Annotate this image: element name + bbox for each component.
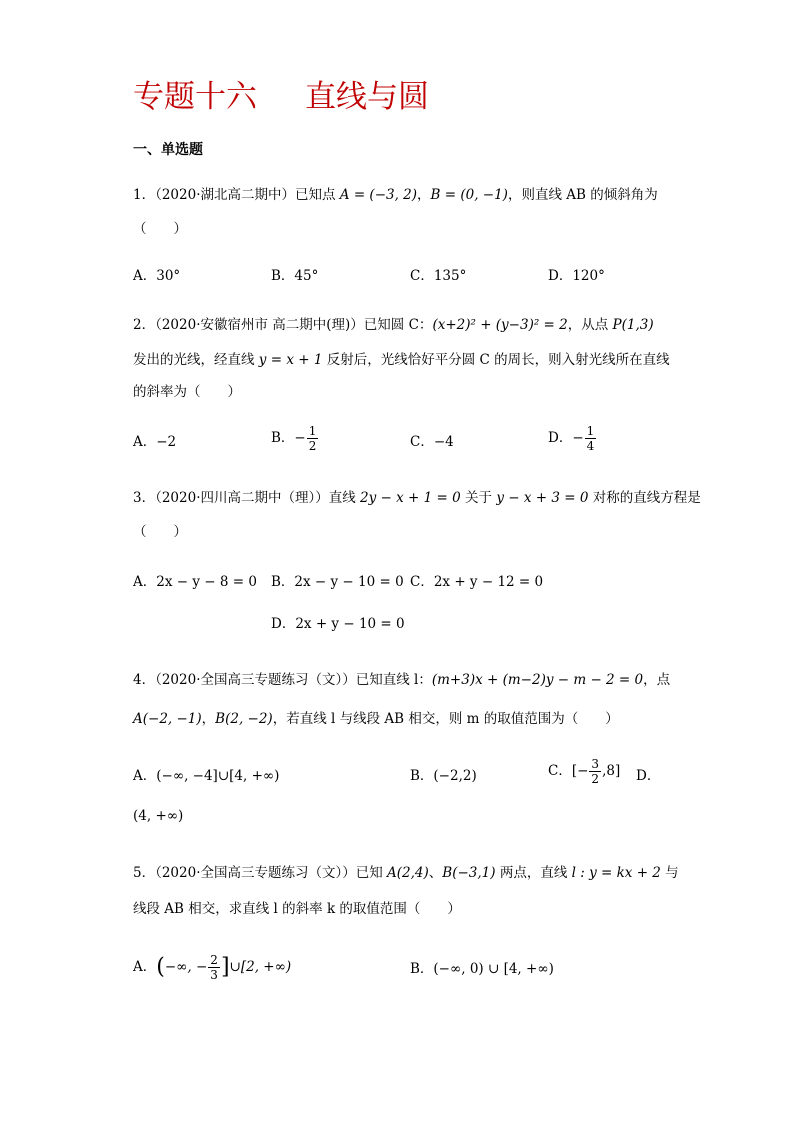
q5-stem-line2: 线段 AB 相交，求直线 l 的斜率 k 的取值范围（ ） bbox=[133, 901, 461, 917]
q5-option-b: B．(−∞, 0) ∪ [4, +∞) bbox=[410, 961, 554, 977]
q3-option-d: D．2x + y − 10 = 0 bbox=[271, 616, 405, 632]
q3-line-equation: 2y − x + 1 = 0 bbox=[360, 490, 461, 506]
q1-option-a: A．30° bbox=[133, 268, 181, 284]
q4-point-b: B(2, −2) bbox=[215, 711, 273, 727]
q2-option-c: C．−4 bbox=[410, 434, 454, 450]
q2-circle-equation: (x+2)² + (y−3)² = 2 bbox=[432, 317, 568, 333]
q2-point-p: P(1,3) bbox=[612, 317, 654, 333]
q5-line-equation: l : y = kx + 2 bbox=[571, 865, 661, 881]
q4-point-a: A(−2, −1) bbox=[133, 711, 202, 727]
q5-stem-line1: 5．（2020·全国高三专题练习（文））已知 A(2,4)、B(−3,1) 两点，直线 l : y = kx + 2 与 bbox=[133, 865, 679, 881]
q3-option-c: C．2x + y − 12 = 0 bbox=[410, 574, 544, 590]
q4-option-d-value: (4, +∞) bbox=[133, 808, 184, 824]
title-topic-name: 直线与圆 bbox=[305, 79, 429, 115]
q5-option-a: A．(−∞, − $\frac{2}{3}$ ]∪[2, +∞) bbox=[133, 953, 292, 982]
q2-option-a: A．−2 bbox=[133, 434, 177, 450]
q2-option-b-fraction: $\frac{1}{2}$ bbox=[308, 424, 317, 453]
q3-option-a: A．2x − y − 8 = 0 bbox=[133, 574, 257, 590]
title-topic-number: 专题十六 bbox=[133, 79, 257, 115]
q2-option-d: D．− $\frac{1}{4}$ bbox=[548, 424, 595, 453]
q2-stem-line1: 2．（2020·安徽宿州市 高二期中(理)）已知圆 C：(x+2)² + (y−3)² = 2，从点 P(1,3) bbox=[133, 317, 654, 333]
q5-option-a-fraction: $\frac{2}{3}$ bbox=[210, 953, 218, 982]
q4-option-a: A．(−∞, −4]∪[4, +∞) bbox=[133, 768, 280, 784]
q1-option-d: D．120° bbox=[548, 268, 605, 284]
q4-option-c-fraction: $\frac{3}{2}$ bbox=[591, 757, 600, 786]
q4-option-b: B．(−2,2) bbox=[410, 768, 477, 784]
q3-option-b: B．2x − y − 10 = 0 bbox=[271, 574, 404, 590]
q1-option-b: B．45° bbox=[271, 268, 319, 284]
q1-stem-line1: 1．（2020·湖北高二期中）已知点 A = (−3, 2)，B = (0, −1)，则直线 AB 的倾斜角为 bbox=[133, 187, 658, 203]
q1-stem-line2: （ ） bbox=[133, 221, 187, 237]
q2-stem-line3: 的斜率为（ ） bbox=[133, 384, 241, 400]
q1-point-a: A = (−3, 2) bbox=[339, 187, 418, 203]
q3-stem-line2: （ ） bbox=[133, 524, 187, 540]
q4-stem-line2: A(−2, −1)，B(2, −2)，若直线 l 与线段 AB 相交，则 m 的取值范围为（ ） bbox=[133, 711, 619, 727]
q2-option-b: B．− $\frac{1}{2}$ bbox=[271, 424, 317, 453]
q2-stem-line2: 发出的光线，经直线 y = x + 1 反射后，光线恰好平分圆 C 的周长，则入射光线所在直线 bbox=[133, 352, 670, 368]
q5-point-a: A(2,4) bbox=[387, 865, 429, 881]
q1-point-b: B = (0, −1) bbox=[430, 187, 508, 203]
q4-option-d-label: D． bbox=[636, 768, 661, 784]
q3-stem-line1: 3．（2020·四川高二期中（理））直线 2y − x + 1 = 0 关于 y − x + 3 = 0 对称的直线方程是 bbox=[133, 490, 701, 506]
q5-point-b: B(−3,1) bbox=[442, 865, 496, 881]
q4-line-equation: (m+3)x + (m−2)y − m − 2 = 0 bbox=[431, 672, 644, 688]
q1-option-c: C．135° bbox=[410, 268, 467, 284]
q2-option-d-fraction: $\frac{1}{4}$ bbox=[586, 424, 595, 453]
q4-option-c: C．[− $\frac{3}{2}$ ,8] bbox=[548, 757, 621, 786]
section-heading: 一、单选题 bbox=[133, 142, 203, 158]
q2-mirror-line: y = x + 1 bbox=[258, 352, 323, 368]
page-title bbox=[133, 74, 429, 120]
q3-axis-equation: y − x + 3 = 0 bbox=[496, 490, 589, 506]
q4-stem-line1: 4．（2020·全国高三专题练习（文））已知直线 l：(m+3)x + (m−2)y − m − 2 = 0，点 bbox=[133, 672, 671, 688]
